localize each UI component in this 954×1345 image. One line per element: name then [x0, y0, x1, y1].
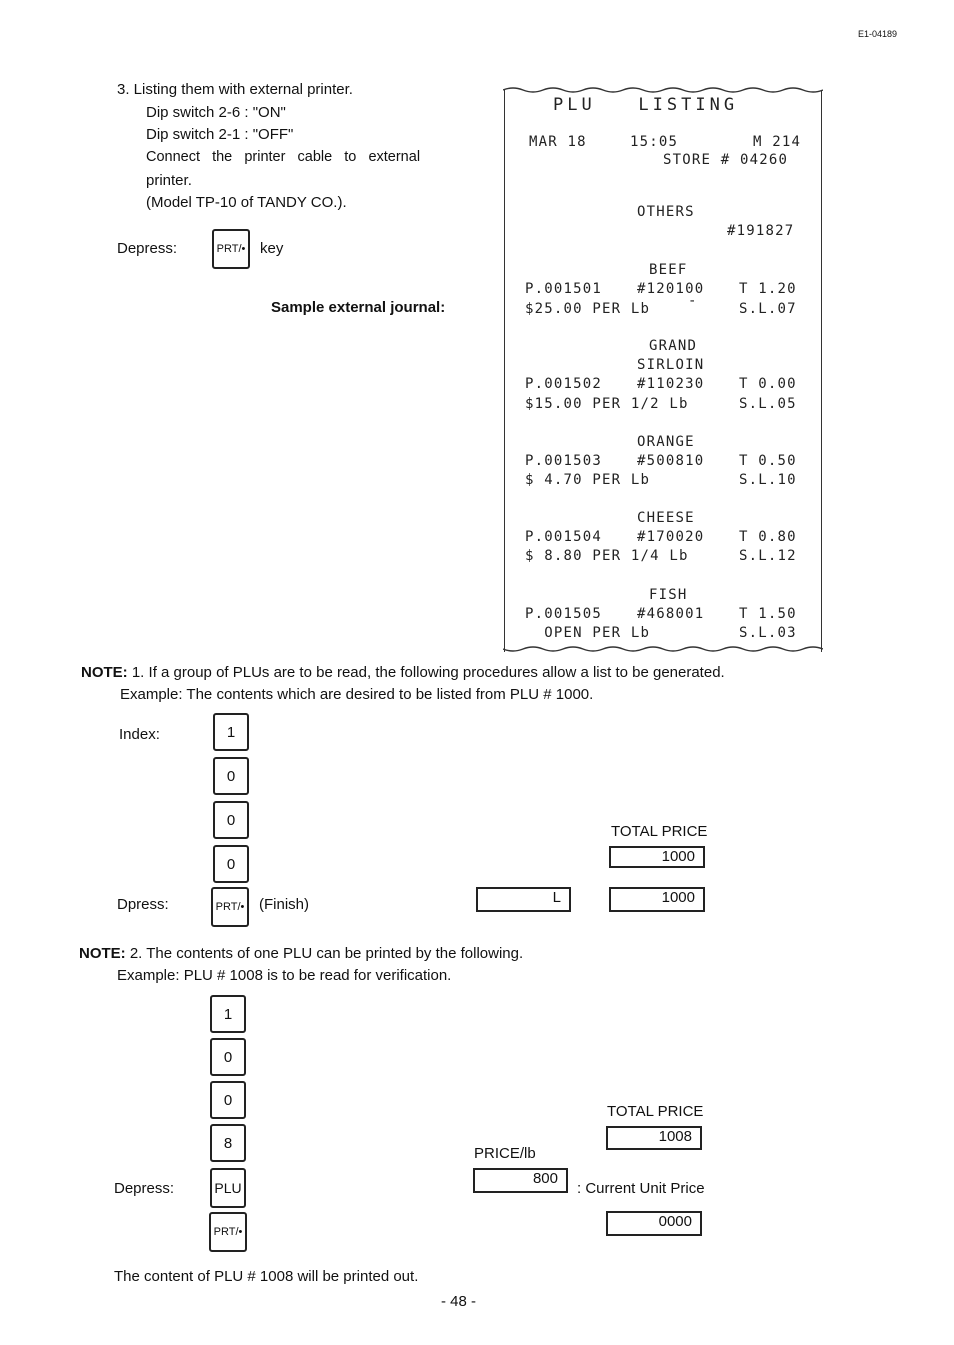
- item-shelf-life: S.L.10: [739, 472, 797, 488]
- item-price: $25.00 PER Lb: [525, 301, 651, 317]
- item-plu-number: P.001505: [525, 606, 603, 622]
- note-label: NOTE:: [79, 945, 126, 962]
- prt-key[interactable]: PRT/•: [211, 887, 249, 927]
- connect-instruction: Connect the printer cable to external: [146, 149, 421, 165]
- note-2: [79, 945, 523, 962]
- item-mark: -: [688, 293, 698, 309]
- item-name: CHEESE: [637, 510, 695, 526]
- item-plu-number: P.001504: [525, 529, 603, 545]
- key-8[interactable]: 8: [210, 1124, 246, 1162]
- page-number: - 48 -: [441, 1293, 477, 1310]
- total-price-display: 1008: [606, 1126, 702, 1150]
- item-name: GRAND: [649, 338, 698, 354]
- item-code: #500810: [637, 453, 705, 469]
- item-name: FISH: [649, 587, 688, 603]
- unit-price-display: 800: [473, 1168, 568, 1193]
- key-1[interactable]: 1: [213, 713, 249, 751]
- external-journal-receipt: [504, 90, 822, 652]
- dpress-label: Dpress:: [117, 896, 169, 913]
- item-plu-number: P.001502: [525, 376, 603, 392]
- key-0[interactable]: 0: [210, 1038, 246, 1076]
- note-1-text: 1. If a group of PLUs are to be read, the following procedures allow a list to be generated.: [131, 664, 725, 681]
- dip-switch-2-6: Dip switch 2-6 : "ON": [146, 104, 286, 121]
- index-label: Index:: [119, 726, 160, 743]
- receipt-torn-edge-bottom: [503, 646, 823, 654]
- key-1[interactable]: 1: [210, 995, 246, 1033]
- key-0[interactable]: 0: [213, 845, 249, 883]
- sample-journal-label: Sample external journal:: [271, 299, 446, 316]
- receipt-torn-edge-top: [503, 85, 823, 93]
- total-price-display: 1000: [609, 846, 705, 868]
- key-0[interactable]: 0: [210, 1081, 246, 1119]
- item-name: BEEF: [649, 262, 688, 278]
- zero-display: 0000: [606, 1211, 702, 1236]
- prt-key[interactable]: PRT/•: [212, 229, 250, 269]
- item-shelf-life: S.L.05: [739, 396, 797, 412]
- note-2-example: Example: PLU # 1008 is to be read for verification.: [117, 967, 452, 984]
- key-label: key: [260, 240, 284, 257]
- key-0[interactable]: 0: [213, 757, 249, 795]
- item-tare: T 0.00: [739, 376, 797, 392]
- receipt-store: STORE # 04260: [663, 152, 789, 168]
- item-shelf-life: S.L.03: [739, 625, 797, 641]
- item-plu-number: P.001501: [525, 281, 603, 297]
- receipt-date: MAR 18: [529, 134, 587, 150]
- item-shelf-life: S.L.12: [739, 548, 797, 564]
- total-price-label: TOTAL PRICE: [611, 823, 708, 840]
- current-unit-price-label: : Current Unit Price: [577, 1180, 705, 1197]
- document-code: E1-04189: [858, 29, 898, 39]
- price-per-lb-label: PRICE/lb: [474, 1145, 536, 1162]
- left-display: L: [476, 887, 571, 912]
- total-price-display: 1000: [609, 887, 705, 912]
- item-plu-number: P.001503: [525, 453, 603, 469]
- finish-label: (Finish): [259, 896, 310, 913]
- depress-label: Depress:: [114, 1180, 175, 1197]
- receipt-title: PLU LISTING: [553, 95, 739, 115]
- key-0[interactable]: 0: [213, 801, 249, 839]
- item-name: ORANGE: [637, 434, 695, 450]
- connect-instruction-cont: printer.: [146, 172, 192, 189]
- item-code: #170020: [637, 529, 705, 545]
- receipt-machine: M 214: [753, 134, 802, 150]
- note-2-footer: The content of PLU # 1008 will be printed out.: [114, 1268, 419, 1285]
- item-tare: T 1.20: [739, 281, 797, 297]
- note-1: [81, 664, 725, 681]
- depress-label: Depress:: [117, 240, 178, 257]
- receipt-others-name: OTHERS: [637, 204, 695, 220]
- prt-key[interactable]: PRT/•: [209, 1212, 247, 1252]
- note-label: NOTE:: [81, 664, 128, 681]
- step-3-title: 3. Listing them with external printer.: [117, 81, 353, 98]
- printer-model: (Model TP-10 of TANDY CO.).: [146, 194, 347, 211]
- item-tare: T 0.50: [739, 453, 797, 469]
- note-2-text: 2. The contents of one PLU can be printed by the following.: [129, 945, 524, 962]
- item-price: $ 8.80 PER 1/4 Lb: [525, 548, 689, 564]
- item-code: #468001: [637, 606, 705, 622]
- item-tare: T 0.80: [739, 529, 797, 545]
- item-code: #110230: [637, 376, 705, 392]
- receipt-others-code: #191827: [727, 223, 795, 239]
- item-name-line-2: SIRLOIN: [637, 357, 705, 373]
- item-price: $15.00 PER 1/2 Lb: [525, 396, 689, 412]
- item-tare: T 1.50: [739, 606, 797, 622]
- item-price: OPEN PER Lb: [525, 625, 651, 641]
- plu-key[interactable]: PLU: [210, 1168, 246, 1208]
- total-price-label: TOTAL PRICE: [607, 1103, 704, 1120]
- note-1-example: Example: The contents which are desired to be listed from PLU # 1000.: [120, 686, 594, 703]
- receipt-time: 15:05: [630, 134, 679, 150]
- item-code: #120100: [637, 281, 705, 297]
- item-price: $ 4.70 PER Lb: [525, 472, 651, 488]
- item-shelf-life: S.L.07: [739, 301, 797, 317]
- dip-switch-2-1: Dip switch 2-1 : "OFF": [146, 126, 294, 143]
